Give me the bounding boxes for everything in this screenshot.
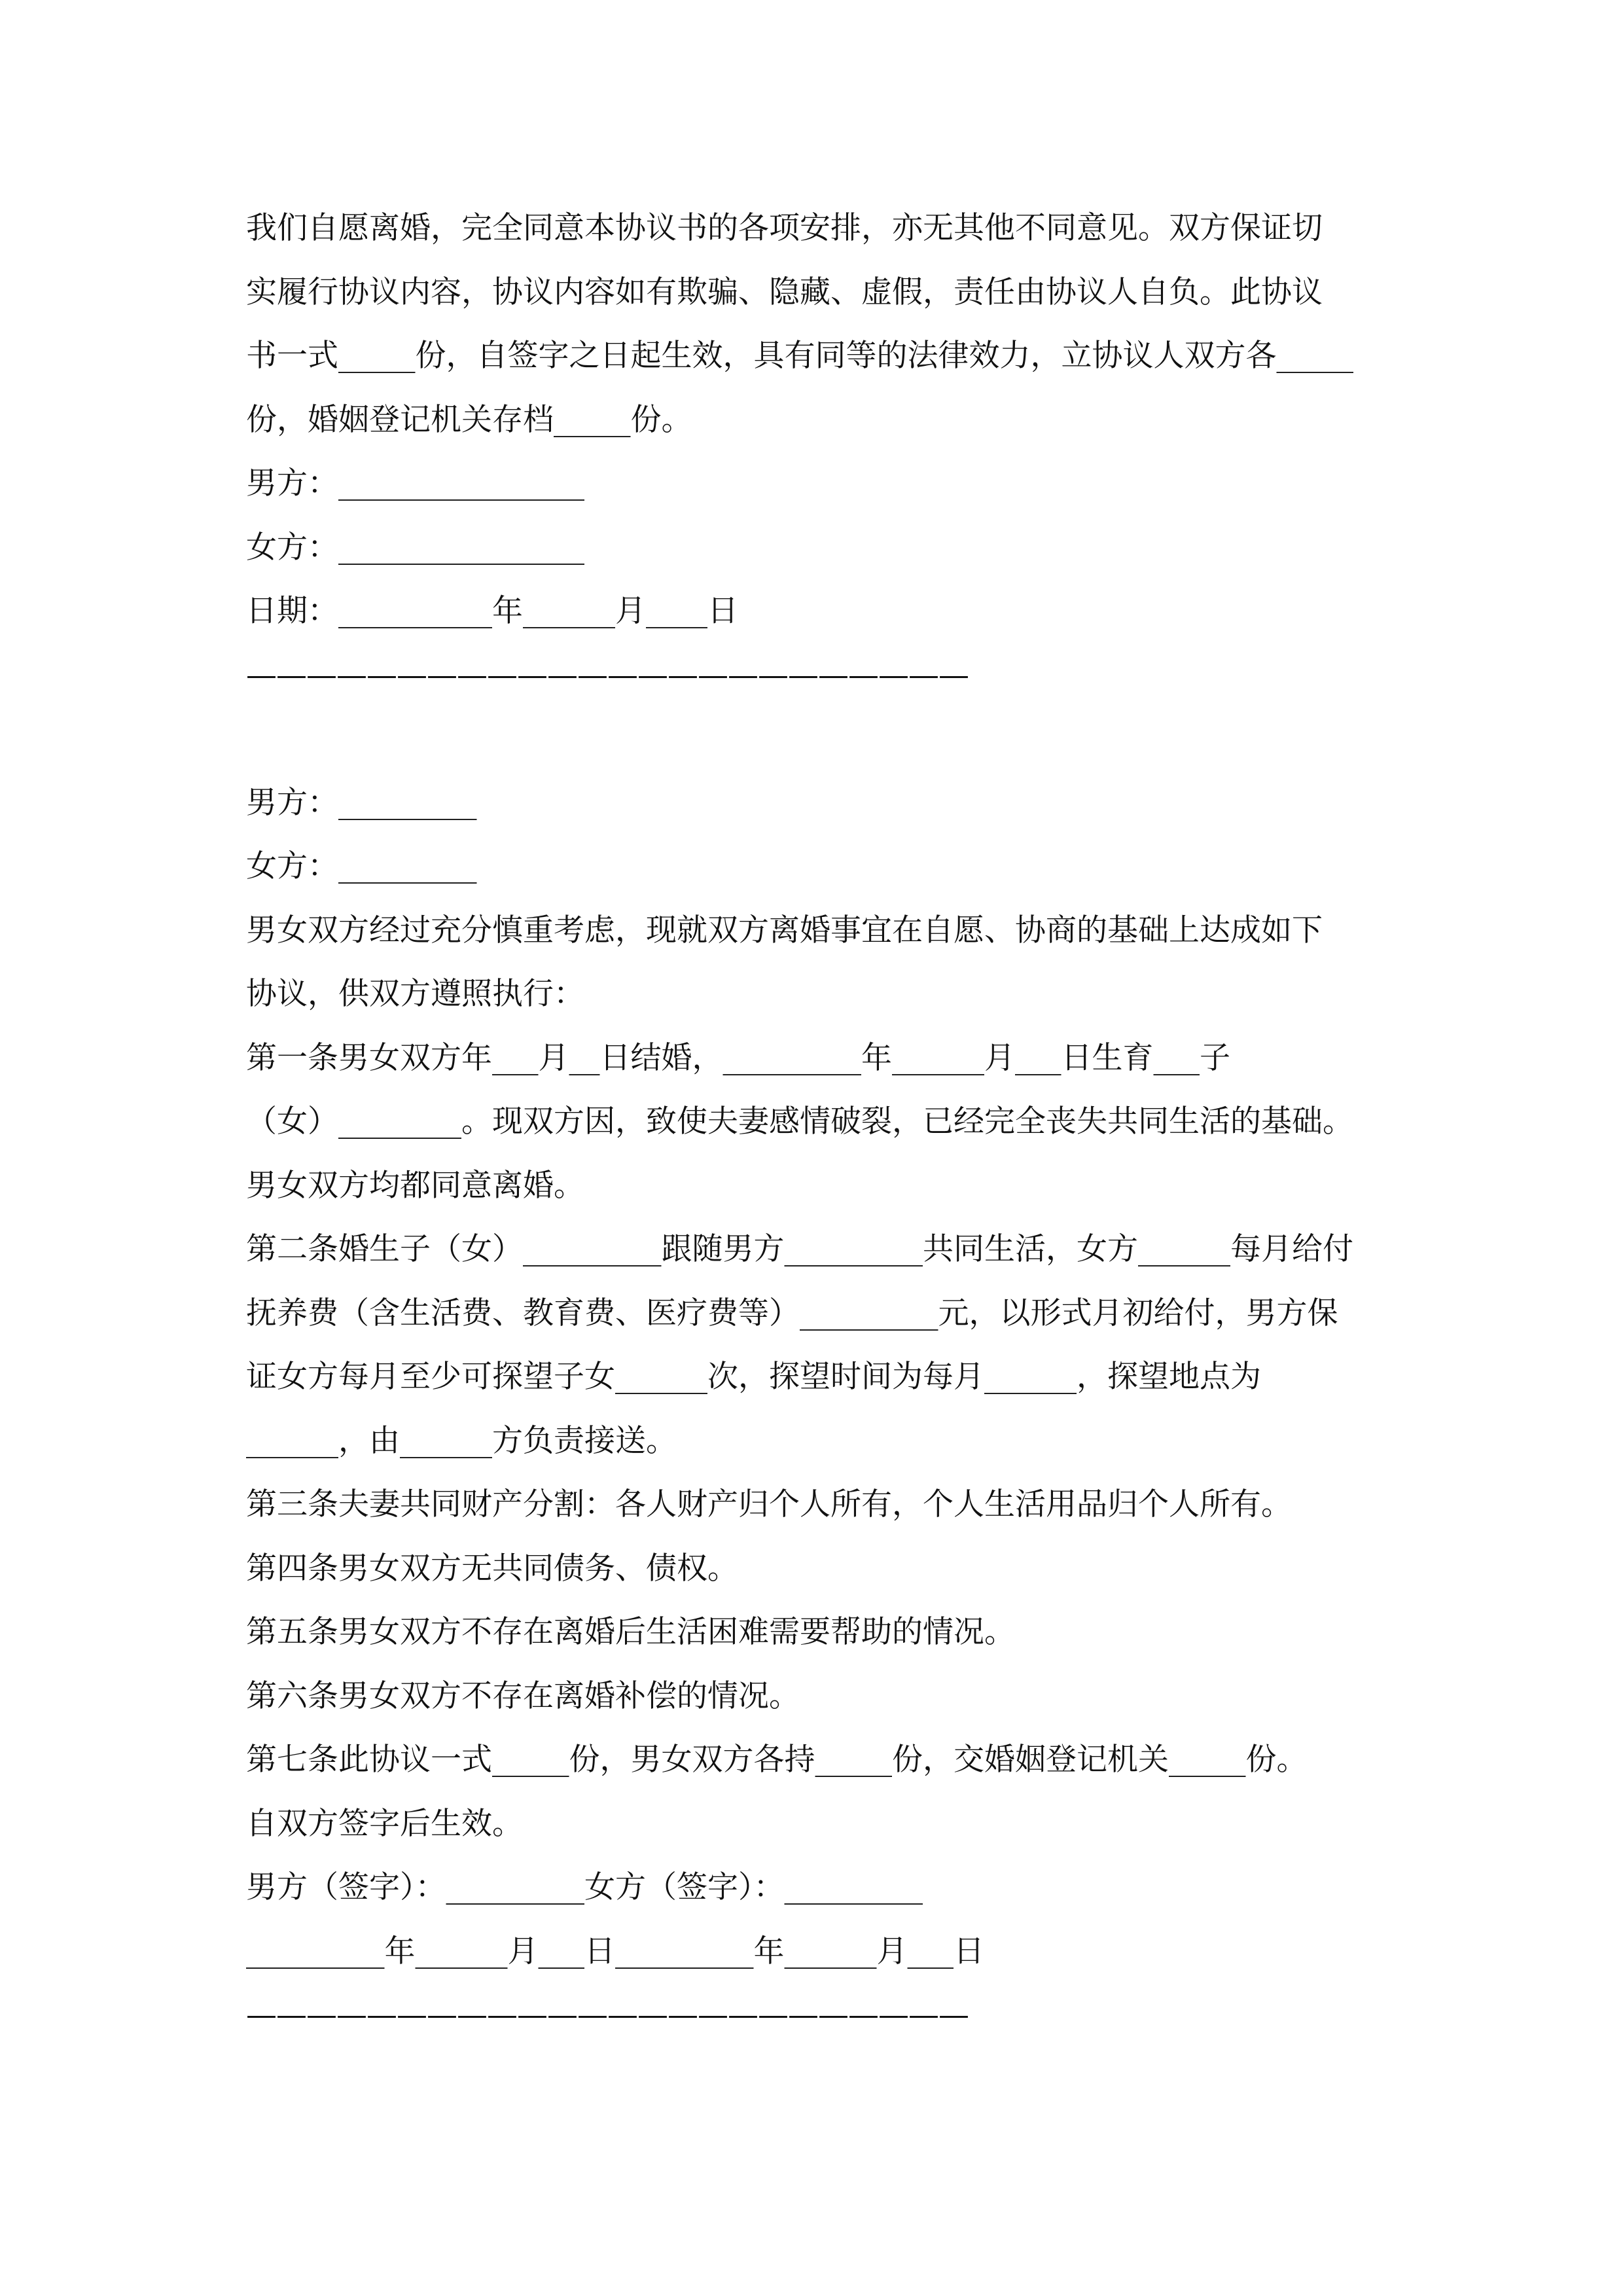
article-7-line-1: 第七条此协议一式_____份，男女双方各持_____份，交婚姻登记机关_____份。 [246,1742,1308,1778]
agreement-text-line-3: 书一式_____份，自签字之日起生效，具有同等的法律效力，立协议人双方各_____ [246,338,1353,374]
agreement-text-line-4: 份，婚姻登记机关存档_____份。 [246,401,692,438]
female-party-signature-line: 女方：________________ [246,529,584,565]
agreement-text-line-1: 我们自愿离婚，完全同意本协议书的各项安排，亦无其他不同意见。双方保证切 [246,210,1323,246]
agreement-text-line-2: 实履行协议内容，协议内容如有欺骗、隐藏、虚假，责任由协议人自负。此协议 [246,274,1323,310]
article-1-line-1: 第一条男女双方年___月__日结婚，_________年______月___日生育___子 [246,1039,1230,1076]
date-line: 日期：__________年______月____日 [246,593,738,629]
article-2-line-2: 抚养费（含生活费、教育费、医疗费等）_________元，以形式月初给付，男方保 [246,1295,1338,1331]
signature-date-line: _________年______月___日_________年______月___日 [246,1933,984,1969]
male-party-name-line: 男方：_________ [246,784,477,821]
female-party-name-line: 女方：_________ [246,848,477,884]
article-7-line-2: 自双方签字后生效。 [246,1805,523,1842]
article-4: 第四条男女双方无共同债务、债权。 [246,1550,738,1587]
article-2-line-1: 第二条婚生子（女）_________跟随男方_________共同生活，女方______每月给付 [246,1231,1353,1267]
signature-line: 男方（签字）：_________女方（签字）：_________ [246,1869,923,1905]
article-2-line-4: ______，由______方负责接送。 [246,1422,677,1459]
article-1-line-3: 男女双方均都同意离婚。 [246,1167,584,1204]
preamble-line-1: 男女双方经过充分慎重考虑，现就双方离婚事宜在自愿、协商的基础上达成如下 [246,912,1323,948]
blank-spacer [246,707,1411,771]
article-3: 第三条夫妻共同财产分割：各人财产归个人所有，个人生活用品归个人所有。 [246,1486,1292,1522]
article-5: 第五条男女双方不存在离婚后生活困难需要帮助的情况。 [246,1614,1015,1650]
article-2-line-3: 证女方每月至少可探望子女______次，探望时间为每月______，探望地点为 [246,1359,1261,1395]
article-6: 第六条男女双方不存在离婚补偿的情况。 [246,1677,800,1714]
article-1-line-2: （女）________。现双方因，致使夫妻感情破裂，已经完全丧失共同生活的基础。 [246,1103,1353,1139]
end-divider: ———————————————————————— [246,1997,969,2033]
document-body [246,196,1411,2047]
section-divider: ———————————————————————— [246,656,969,693]
preamble-line-2: 协议，供双方遵照执行： [246,976,584,1012]
male-party-signature-line: 男方：________________ [246,465,584,501]
